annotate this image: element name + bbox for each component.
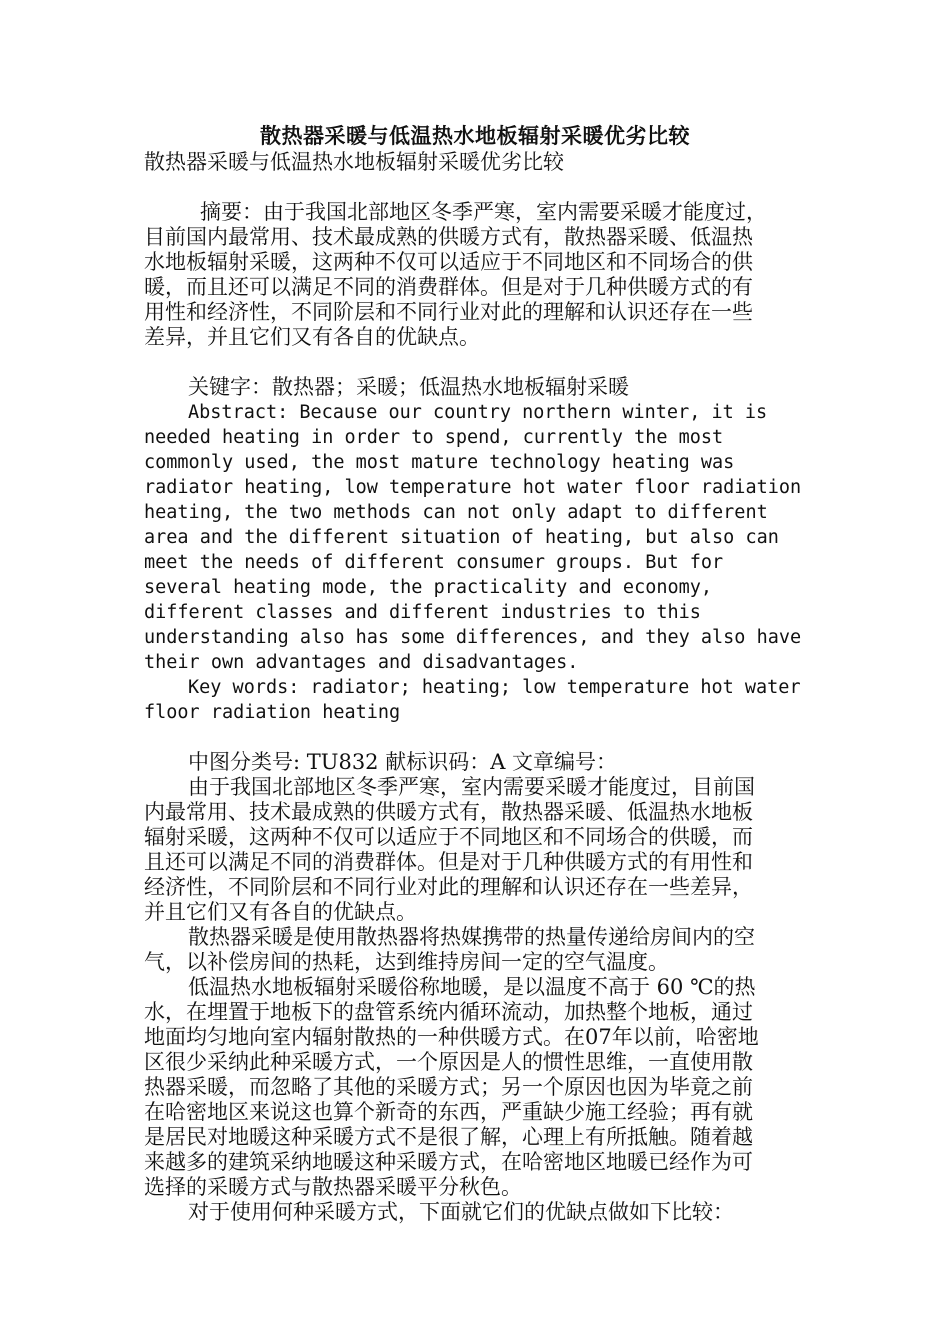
abstract-zh-line: 摘要：由于我国北部地区冬季严寒，室内需要采暖才能度过， [200,200,767,224]
document-body [144,150,812,1225]
spacer [144,350,812,375]
paragraph-line: 并且它们又有各自的优缺点。 [144,900,417,924]
paragraph-line: 地面均匀地向室内辐射散热的一种供暖方式。在07年以前，哈密地 [144,1025,759,1049]
abstract-zh-line: 暖，而且还可以满足不同的消费群体。但是对于几种供暖方式的有 [144,275,753,299]
abstract-zh [144,200,812,350]
paragraph-line: 由于我国北部地区冬季严寒，室内需要采暖才能度过，目前国 [188,775,755,799]
keywords-en-line: floor radiation heating [144,702,401,723]
paragraph-line: 经济性，不同阶层和不同行业对此的理解和认识还存在一些差异， [144,875,753,899]
abstract-en-line: Abstract: Because our country northern winter, it is [188,402,768,423]
abstract-en-line: meet the needs of different consumer groups. But for [144,552,724,573]
document-subtitle: 散热器采暖与低温热水地板辐射采暖优劣比较 [144,150,564,174]
abstract-en-line: commonly used, the most mature technology heating was [144,452,735,473]
paragraph-line: 热器采暖，而忽略了其他的采暖方式；另一个原因也因为毕竟之前 [144,1075,753,1099]
abstract-en [144,400,812,675]
body-paragraph [144,775,812,925]
abstract-zh-line: 水地板辐射采暖，这两种不仅可以适应于不同地区和不同场合的供 [144,250,753,274]
paragraph-line: 来越多的建筑采纳地暖这种采暖方式，在哈密地区地暖已经作为可 [144,1150,753,1174]
paragraph-line: 水，在埋置于地板下的盘管系统内循环流动，加热整个地板，通过 [144,1000,753,1024]
keywords-zh: 关键字：散热器；采暖；低温热水地板辐射采暖 [188,375,629,399]
paragraph-line: 对于使用何种采暖方式，下面就它们的优缺点做如下比较： [188,1200,734,1224]
spacer [144,175,812,200]
paragraph-line: 内最常用、技术最成熟的供暖方式有，散热器采暖、低温热水地板 [144,800,753,824]
paragraph-line: 选择的采暖方式与散热器采暖平分秋色。 [144,1175,522,1199]
classification-line: 中图分类号: TU832 献标识码：A 文章编号： [188,750,618,774]
paragraph-line: 散热器采暖是使用散热器将热媒携带的热量传递给房间内的空 [188,925,755,949]
abstract-en-line: several heating mode, the practicality and economy, [144,577,713,598]
paragraph-line: 辐射采暖，这两种不仅可以适应于不同地区和不同场合的供暖，而 [144,825,753,849]
abstract-zh-line: 差异，并且它们又有各自的优缺点。 [144,325,480,349]
keywords-en-line: Key words: radiator; heating; low temperature hot water [188,677,801,698]
paragraph-line: 且还可以满足不同的消费群体。但是对于几种供暖方式的有用性和 [144,850,753,874]
paragraph-line: 低温热水地板辐射采暖俗称地暖，是以温度不高于 60 ℃的热 [188,975,756,999]
abstract-en-line: needed heating in order to spend, currently the most [144,427,724,448]
abstract-en-line: different classes and different industries to this [144,602,701,623]
spacer [144,725,812,750]
body-paragraph [144,975,812,1200]
abstract-en-line: radiator heating, low temperature hot water floor radiation [144,477,802,498]
abstract-en-line: understanding also has some differences, and they also have [144,627,802,648]
paragraph-line: 气，以补偿房间的热耗，达到维持房间一定的空气温度。 [144,950,669,974]
paragraph-line: 在哈密地区来说这也算个新奇的东西，严重缺少施工经验；再有就 [144,1100,753,1124]
keywords-en [144,675,812,725]
paragraph-line: 是居民对地暖这种采暖方式不是很了解，心理上有所抵触。随着越 [144,1125,753,1149]
abstract-zh-line: 用性和经济性，不同阶层和不同行业对此的理解和认识还存在一些 [144,300,753,324]
abstract-zh-line: 目前国内最常用、技术最成熟的供暖方式有，散热器采暖、低温热 [144,225,753,249]
abstract-en-line: their own advantages and disadvantages. [144,652,579,673]
body-paragraph [144,925,812,975]
abstract-en-line: heating, the two methods can not only adapt to different [144,502,768,523]
abstract-en-line: area and the different situation of heating, but also can [144,527,779,548]
document-title: 散热器采暖与低温热水地板辐射采暖优劣比较 [260,123,690,148]
paragraph-line: 区很少采纳此种采暖方式，一个原因是人的惯性思维，一直使用散 [144,1050,753,1074]
body-paragraph [144,1200,812,1225]
